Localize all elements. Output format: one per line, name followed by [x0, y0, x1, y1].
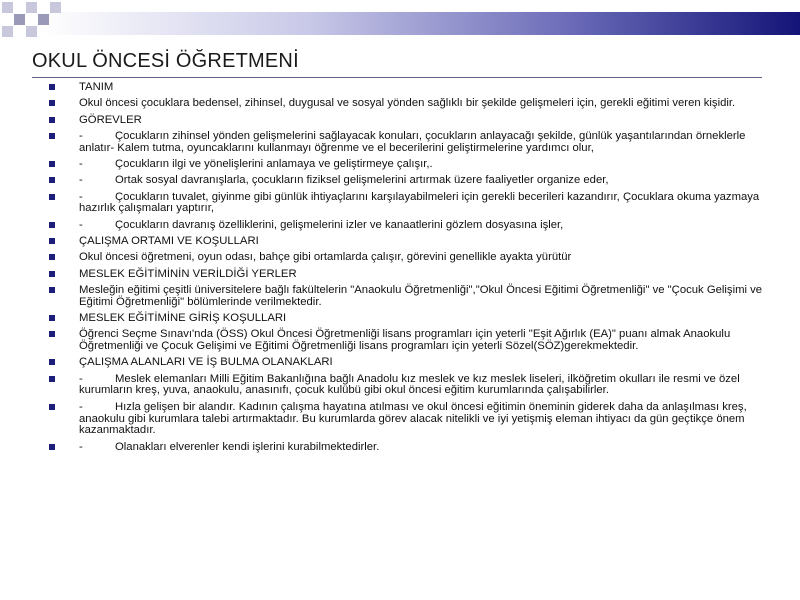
dash-marker: - — [79, 174, 83, 187]
bullet-text: Meslek elemanları Milli Eğitim Bakanlığına bağlı Anadolu kız meslek ve kız meslek liseleri, ilköğretim okulları ile resmi ve özel kurumların kreş, yuva, anaokulu, anasınıfı, çocuk kulübü gibi okul öncesi eğitim kurumlarında çalışabilirler. — [79, 372, 740, 397]
square-bullet-icon — [49, 117, 55, 123]
square-bullet-icon — [49, 444, 55, 450]
deco-square — [26, 26, 37, 37]
dash-marker: - — [79, 400, 83, 413]
bullet-text: ÇALIŞMA ALANLARI VE İŞ BULMA OLANAKLARI — [79, 356, 333, 369]
bullet-item — [49, 192, 769, 216]
square-bullet-icon — [49, 84, 55, 90]
bullet-text: Hızla gelişen bir alandır. Kadının çalışma hayatına atılması ve okul öncesi eğitimin öneminin giderek daha da anlaşılması kreş, anaokulu gibi kurumlara talebi artırmaktadır. Bu kurumlarda görev alacak nitelikli ve iyi yetişmiş eleman ihtiyacı da gün geçtikçe önem kazanmaktadır. — [79, 400, 747, 437]
square-bullet-icon — [49, 133, 55, 139]
square-bullet-icon — [49, 161, 55, 167]
dash-marker: - — [79, 129, 83, 142]
slide-title: OKUL ÖNCESİ ÖĞRETMENİ — [32, 50, 299, 72]
bullet-text: Çocukların tuvalet, giyinme gibi günlük ihtiyaçlarını karşılayabilmeleri için gerekli becerileri kazandırır, Çocuklara okuma yazmaya hazırlık çalışmaları yaptırır, — [79, 190, 760, 215]
bullet-item — [49, 82, 769, 94]
square-bullet-icon — [49, 271, 55, 277]
bullet-item — [49, 236, 769, 248]
bullet-item — [49, 285, 769, 309]
bullet-text: ÇALIŞMA ORTAMI VE KOŞULLARI — [79, 234, 259, 247]
dash-marker: - — [79, 372, 83, 385]
bullet-text: Okul öncesi öğretmeni, oyun odası, bahçe gibi ortamlarda çalışır, görevini genellikle ayakta yürütür — [79, 251, 572, 264]
dash-marker: - — [79, 190, 83, 203]
bullet-item — [49, 98, 769, 110]
bullet-text: Ortak sosyal davranışlarla, çocukların fiziksel gelişmelerini artırmak üzere faaliyetler organize eder, — [115, 174, 609, 187]
dash-marker: - — [79, 440, 83, 453]
bullet-item — [49, 374, 769, 398]
bullet-text: Olanakları elverenler kendi işlerini kurabilmektedirler. — [115, 440, 380, 453]
bullet-item — [49, 313, 769, 325]
header-decoration — [0, 0, 800, 44]
bullet-item — [49, 159, 769, 171]
bullet-item — [49, 131, 769, 155]
square-bullet-icon — [49, 359, 55, 365]
bullet-item — [49, 175, 769, 187]
bullet-item — [49, 442, 769, 454]
bullet-text: Çocukların davranış özelliklerini, gelişmelerini izler ve kanaatlerini gözlem dosyasına işler, — [115, 218, 564, 231]
bullet-item — [49, 329, 769, 353]
deco-square — [38, 14, 49, 25]
bullet-item — [49, 115, 769, 127]
bullet-text: GÖREVLER — [79, 113, 142, 126]
deco-square — [2, 2, 13, 13]
bullet-text: TANIM — [79, 81, 114, 93]
dash-marker: - — [79, 157, 83, 170]
bullet-text: Okul öncesi çocuklara bedensel, zihinsel, duygusal ve sosyal yönden sağlıklı bir şekilde gelişmeleri için, gerekli eğitimi veren kişidir. — [79, 97, 736, 110]
square-bullet-icon — [49, 238, 55, 244]
square-bullet-icon — [49, 331, 55, 337]
bullet-text: MESLEK EĞİTİMİNİN VERİLDİĞİ YERLER — [79, 267, 297, 280]
square-bullet-icon — [49, 404, 55, 410]
bullet-item — [49, 357, 769, 369]
bullet-item — [49, 269, 769, 281]
square-bullet-icon — [49, 254, 55, 260]
square-bullet-icon — [49, 315, 55, 321]
gradient-bar — [40, 12, 800, 35]
bullet-text: Mesleğin eğitimi çeşitli üniversitelere bağlı fakültelerin "Anaokulu Öğretmenliği","Okul Öncesi Eğitimi Öğretmenliği" ve "Çocuk Gelişimi ve Eğitimi Öğretmenliği" bölümlerinde verilmektedir. — [79, 283, 763, 308]
deco-square — [50, 2, 61, 13]
bullet-item — [49, 252, 769, 264]
bullet-item — [49, 220, 769, 232]
bullet-text: Çocukların zihinsel yönden gelişmelerini sağlayacak konuları, çocukların anlayacağı şekilde, günlük yaşantılarından örneklerle anlatır- Kalem tutma, oyuncaklarını kullanmayı öğrenme ve el becerilerini geliştirmelerine yardımcı olur, — [79, 129, 746, 154]
square-bullet-icon — [49, 194, 55, 200]
square-bullet-icon — [49, 177, 55, 183]
bullet-text: Çocukların ilgi ve yönelişlerini anlamaya ve geliştirmeye çalışır,. — [115, 157, 433, 170]
square-bullet-icon — [49, 376, 55, 382]
deco-square — [26, 2, 37, 13]
bullet-item — [49, 402, 769, 437]
dash-marker: - — [79, 218, 83, 231]
square-bullet-icon — [49, 100, 55, 106]
title-divider — [32, 77, 762, 78]
square-bullet-icon — [49, 222, 55, 228]
deco-square — [2, 26, 13, 37]
bullet-text: Öğrenci Seçme Sınavı'nda (ÖSS) Okul Öncesi Öğretmenliği lisans programları için yeterli "Eşit Ağırlık (EA)" puanı almak Anaokulu Öğretmenliği ve Çocuk Gelişimi ve Eğitimi Öğretmenliği lisans programları için yeterli Sözel(SÖZ)gerekmektedir. — [79, 328, 731, 353]
deco-square — [14, 14, 25, 25]
square-bullet-icon — [49, 287, 55, 293]
bullet-text: MESLEK EĞİTİMİNE GİRİŞ KOŞULLARI — [79, 311, 287, 324]
bullet-list — [49, 82, 769, 458]
